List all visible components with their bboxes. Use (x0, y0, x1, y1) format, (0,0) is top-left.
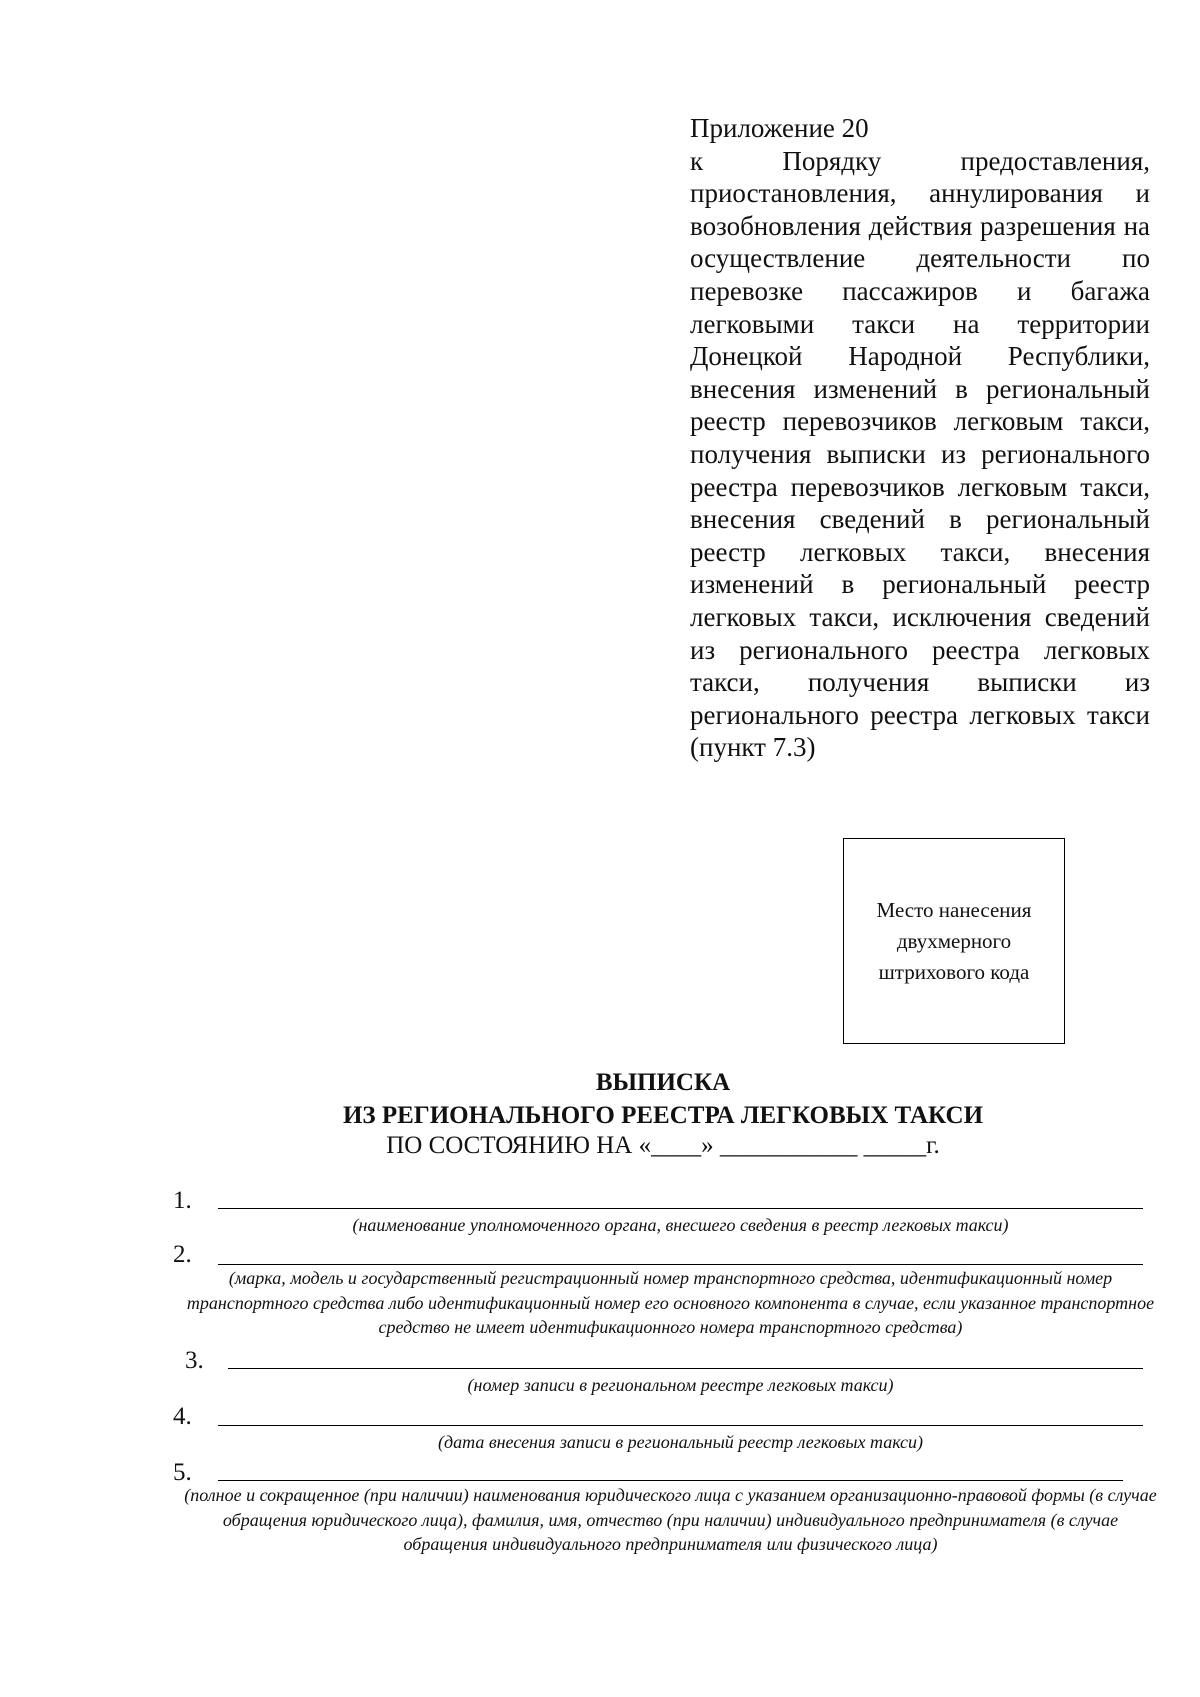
item-4-caption: (дата внесения записи в региональный реестр легковых такси) (438, 1432, 923, 1452)
document-subtitle: ИЗ РЕГИОНАЛЬНОГО РЕЕСТРА ЛЕГКОВЫХ ТАКСИ (342, 1102, 984, 1129)
item-3-fill-line[interactable] (228, 1368, 1143, 1369)
item-1-fill-line[interactable] (218, 1208, 1143, 1209)
item-5-caption: (полное и сокращенное (при наличии) наименования юридического лица с указанием организационно-правовой формы (в случае обращения юридического лица), фамилия, имя, отчество (при наличии) индивидуального предпринимателя (в случае обращения индивидуального предпринимателя или физического лица) (184, 1485, 1157, 1554)
item-number-2: 2. (173, 1241, 192, 1268)
item-number-3: 3. (185, 1347, 204, 1374)
appendix-title: Приложение 20 (690, 113, 869, 143)
item-number-5: 5. (173, 1459, 192, 1486)
document-date-line: ПО СОСТОЯНИЮ НА «____» ___________ _____г. (386, 1132, 940, 1159)
appendix-text: к Порядку предоставления, приостановления, аннулирования и возобновления действия разрешения на осуществление деятельности по перевозке пассажиров и багажа легковыми такси на территории Донецкой Народной Республики, внесения изменений в региональный реестр перевозчиков легковым такси, получения выписки из регионального реестра перевозчиков легковым такси, внесения сведений в региональный реестр легковых такси, внесения изменений в региональный реестр легковых такси, исключения сведений из регионального реестра легковых такси, получения выписки из регионального реестра легковых такси (пункт 7.3) (690, 145, 1150, 763)
item-2-caption: (марка, модель и государственный регистрационный номер транспортного средства, идентификационный номер транспортного средства либо идентификационный номер его основного компонента в случае, если указанное транспортное средство не имеет идентификационного номера транспортного средства) (186, 1268, 1155, 1337)
item-1-caption: (наименование уполномоченного органа, внесшего сведения в реестр легковых такси) (352, 1215, 1009, 1235)
document-title: ВЫПИСКА (595, 1069, 731, 1096)
item-number-1: 1. (173, 1187, 192, 1214)
item-5-fill-line[interactable] (218, 1480, 1123, 1481)
item-2-fill-line[interactable] (218, 1264, 1143, 1265)
item-3-caption: (номер записи в региональном реестре легковых такси) (467, 1375, 894, 1395)
barcode-placeholder-label: Место нанесения двухмерного штрихового кода (876, 897, 1032, 984)
appendix-header (690, 112, 1150, 764)
item-number-4: 4. (173, 1403, 192, 1430)
barcode-placeholder-box (843, 838, 1065, 1044)
item-4-fill-line[interactable] (218, 1425, 1143, 1426)
